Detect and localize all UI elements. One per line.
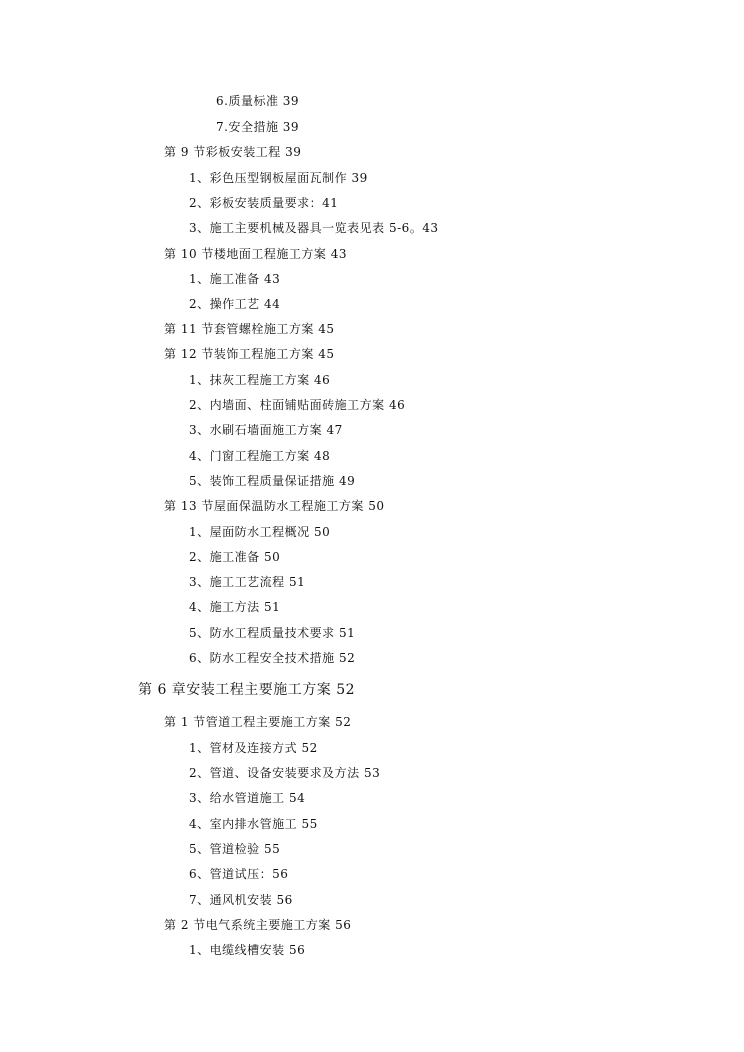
toc-entry[interactable]: 5、管道检验 55 (189, 842, 281, 856)
toc-entry[interactable]: 4、门窗工程施工方案 48 (189, 449, 331, 463)
toc-entry[interactable]: 5、防水工程质量技术要求 51 (189, 626, 356, 640)
toc-entry[interactable]: 1、彩色压型钢板屋面瓦制作 39 (189, 171, 368, 185)
toc-entry[interactable]: 1、屋面防水工程概况 50 (189, 525, 331, 539)
toc-entry[interactable]: 7.安全措施 39 (216, 120, 300, 134)
toc-entry[interactable]: 1、抹灰工程施工方案 46 (189, 373, 331, 387)
toc-entry[interactable]: 6.质量标准 39 (216, 94, 300, 108)
toc-entry[interactable]: 6、防水工程安全技术措施 52 (189, 651, 356, 665)
toc-section-entry[interactable]: 第 2 节电气系统主要施工方案 56 (164, 918, 352, 932)
toc-section-entry[interactable]: 第 9 节彩板安装工程 39 (164, 145, 302, 159)
toc-entry[interactable]: 3、给水管道施工 54 (189, 791, 306, 805)
toc-entry[interactable]: 1、电缆线槽安装 56 (189, 943, 306, 957)
toc-entry[interactable]: 1、管材及连接方式 52 (189, 741, 318, 755)
toc-entry[interactable]: 7、通风机安装 56 (189, 893, 293, 907)
toc-entry[interactable]: 2、彩板安装质量要求：41 (189, 196, 339, 210)
toc-section-entry[interactable]: 第 12 节装饰工程施工方案 45 (164, 347, 335, 361)
toc-section-entry[interactable]: 第 10 节楼地面工程施工方案 43 (164, 247, 347, 261)
toc-entry[interactable]: 6、管道试压：56 (189, 867, 289, 881)
toc-chapter-entry[interactable]: 第 6 章安装工程主要施工方案 52 (138, 682, 356, 698)
toc-entry[interactable]: 4、施工方法 51 (189, 600, 281, 614)
toc-entry[interactable]: 4、室内排水管施工 55 (189, 817, 318, 831)
toc-entry[interactable]: 3、水刷石墙面施工方案 47 (189, 423, 343, 437)
toc-entry[interactable]: 5、装饰工程质量保证措施 49 (189, 474, 356, 488)
toc-section-entry[interactable]: 第 11 节套管螺栓施工方案 45 (164, 322, 335, 336)
toc-entry[interactable]: 2、管道、设备安装要求及方法 53 (189, 766, 381, 780)
toc-section-entry[interactable]: 第 1 节管道工程主要施工方案 52 (164, 715, 352, 729)
toc-entry[interactable]: 2、操作工艺 44 (189, 297, 281, 311)
toc-entry[interactable]: 1、施工准备 43 (189, 272, 281, 286)
toc-entry[interactable]: 2、施工准备 50 (189, 550, 281, 564)
toc-entry[interactable]: 3、施工主要机械及器具一览表见表 5-6。43 (189, 221, 439, 235)
toc-entry[interactable]: 2、内墙面、柱面铺贴面砖施工方案 46 (189, 398, 406, 412)
toc-entry[interactable]: 3、施工工艺流程 51 (189, 575, 306, 589)
toc-section-entry[interactable]: 第 13 节屋面保温防水工程施工方案 50 (164, 499, 385, 513)
